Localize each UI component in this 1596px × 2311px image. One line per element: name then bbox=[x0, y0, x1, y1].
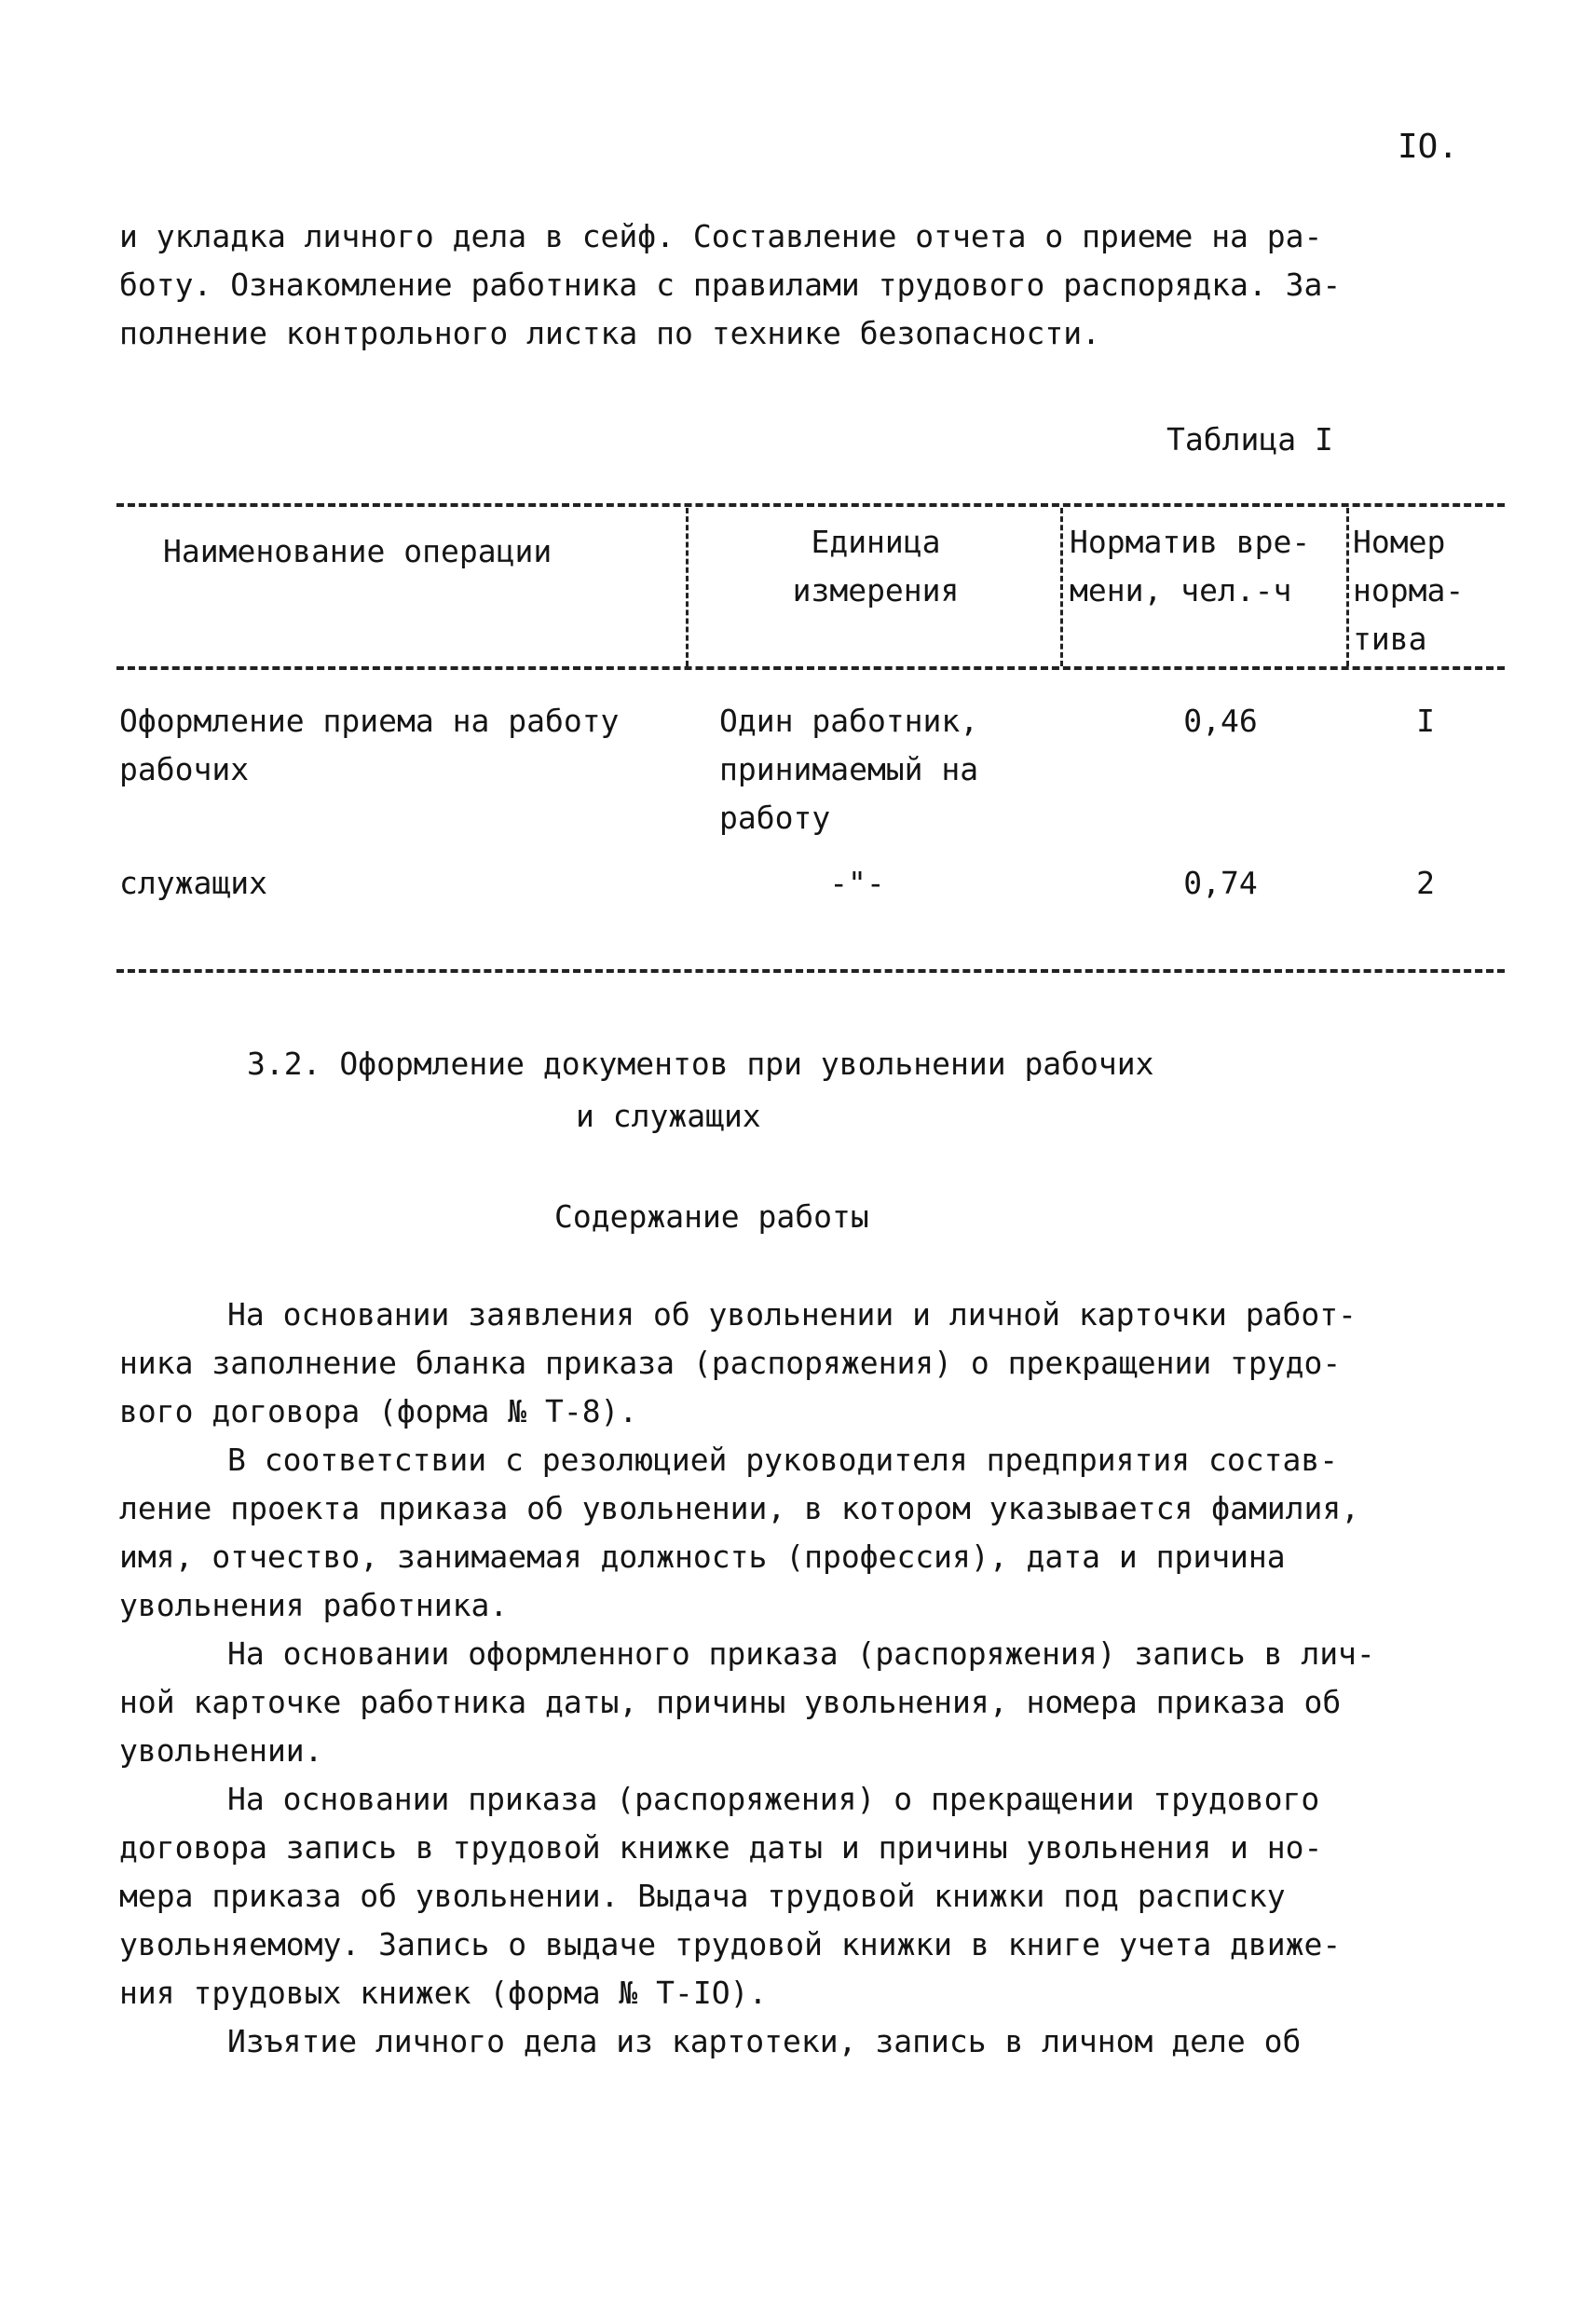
paragraph-1-line: вого договора (форма № Т-8). bbox=[119, 1393, 638, 1429]
paragraph-1-line: На основании заявления об увольнении и личной карточки работ- bbox=[227, 1296, 1357, 1333]
table-caption: Таблица I bbox=[1166, 421, 1333, 458]
paragraph-5-line: Изъятие личного дела из картотеки, запись в личном деле об bbox=[227, 2023, 1302, 2059]
body-text bbox=[119, 1291, 1498, 2066]
table-row-2-name: служащих bbox=[119, 865, 267, 901]
page-number: IO. bbox=[1398, 128, 1459, 166]
paragraph-4-line: договора запись в трудовой книжке даты и причины увольнения и но- bbox=[119, 1829, 1323, 1866]
paragraph-2-line: ление проекта приказа об увольнении, в котором указывается фамилия, bbox=[119, 1490, 1360, 1526]
paragraph-4-line: мера приказа об увольнении. Выдача трудовой книжки под расписку bbox=[119, 1878, 1286, 1914]
subheading: Содержание работы bbox=[554, 1198, 869, 1235]
table-row-2-number: 2 bbox=[1416, 865, 1435, 901]
paragraph-4-line: ния трудовых книжек (форма № Т-IO). bbox=[119, 1975, 768, 2011]
table-row-1-number: I bbox=[1416, 703, 1435, 739]
paragraph-4-line: увольняемому. Запись о выдаче трудовой книжки в книге учета движе- bbox=[119, 1926, 1342, 1962]
header-operation-name: Наименование операции bbox=[163, 533, 552, 569]
table-row-2-norm: 0,74 bbox=[1183, 865, 1258, 901]
table-header-rule bbox=[116, 666, 1505, 670]
paragraph-1-line: ника заполнение бланка приказа (распоряжения) о прекращении трудо- bbox=[119, 1345, 1342, 1381]
table-row-1-norm: 0,46 bbox=[1183, 703, 1258, 739]
section-heading-line-1: 3.2. Оформление документов при увольнении рабочих bbox=[247, 1046, 1154, 1082]
paragraph-3-line: ной карточке работника даты, причины увольнения, номера приказа об bbox=[119, 1684, 1342, 1720]
table-top-rule bbox=[116, 503, 1505, 507]
paragraph-4-line: На основании приказа (распоряжения) о прекращении трудового bbox=[227, 1781, 1320, 1817]
intro-line: боту. Ознакомление работника с правилами трудового распорядка. За- bbox=[119, 267, 1342, 303]
column-separator bbox=[1060, 508, 1063, 666]
header-unit: Единица измерения bbox=[792, 524, 960, 609]
table-row-1-name: Оформление приема на работу рабочих bbox=[119, 703, 620, 787]
paragraph-2-line: В соответствии с резолюцией руководителя предприятия состав- bbox=[227, 1442, 1339, 1478]
intro-line: полнение контрольного листка по технике безопасности. bbox=[119, 315, 1100, 351]
intro-paragraph bbox=[119, 212, 1498, 358]
column-separator bbox=[686, 508, 689, 666]
header-norm-number: Номер норма- тива bbox=[1353, 524, 1465, 657]
table-row-2-unit: -"- bbox=[829, 865, 885, 901]
paragraph-2-line: имя, отчество, занимаемая должность (профессия), дата и причина bbox=[119, 1538, 1286, 1575]
column-separator bbox=[1346, 508, 1349, 666]
header-time-norm: Норматив вре- мени, чел.-ч bbox=[1070, 524, 1311, 609]
intro-line: и укладка личного дела в сейф. Составление отчета о приеме на ра- bbox=[119, 218, 1323, 254]
section-heading-line-2: и служащих bbox=[576, 1098, 761, 1134]
paragraph-3-line: На основании оформленного приказа (распоряжения) запись в лич- bbox=[227, 1635, 1375, 1672]
paragraph-3-line: увольнении. bbox=[119, 1732, 323, 1769]
paragraph-2-line: увольнения работника. bbox=[119, 1587, 509, 1623]
table-row-1-unit: Один работник, принимаемый на работу bbox=[719, 703, 979, 836]
table-bottom-rule bbox=[116, 969, 1505, 973]
